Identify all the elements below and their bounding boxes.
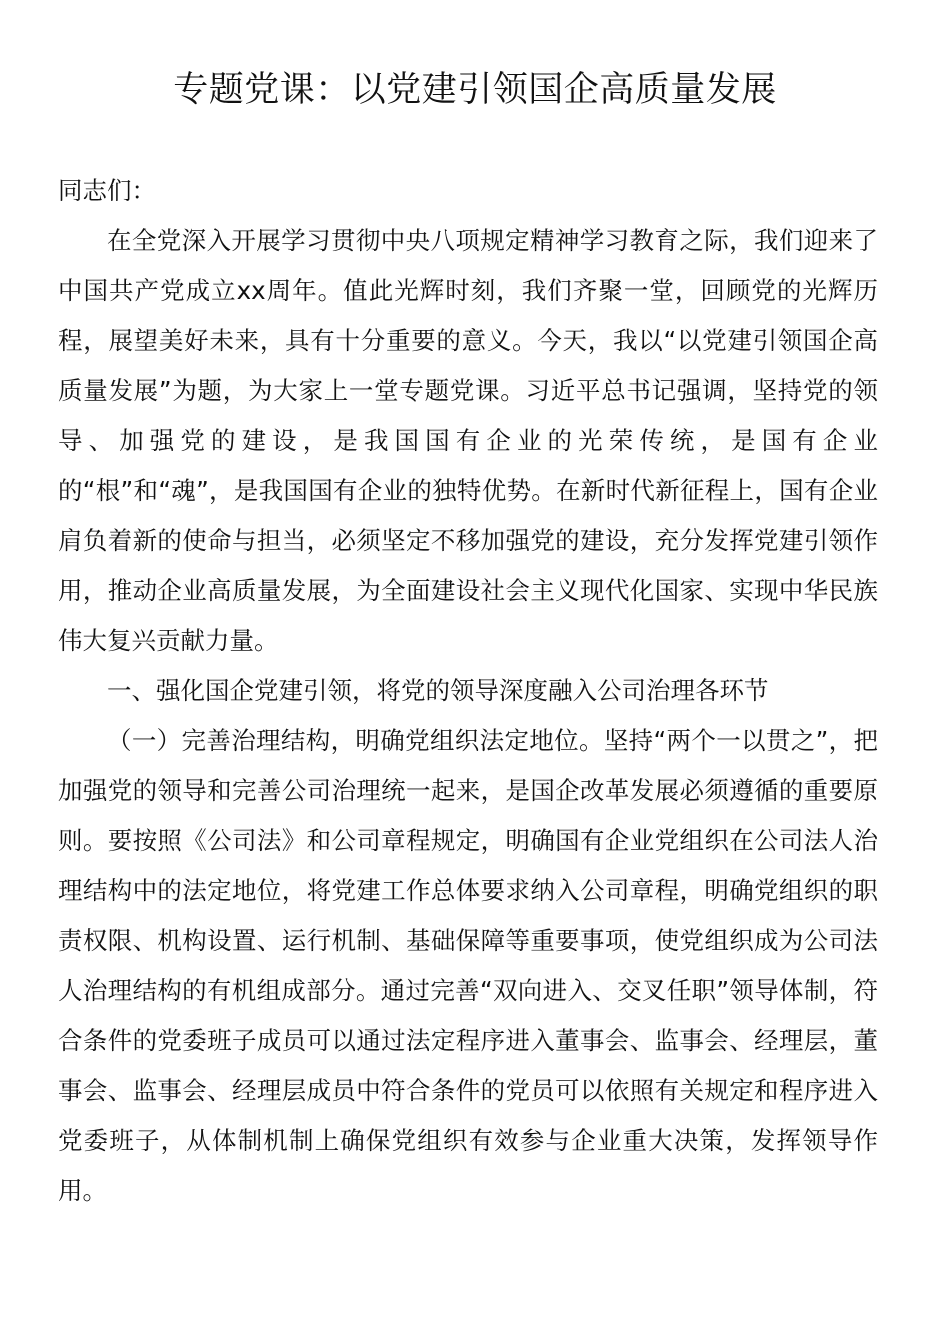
document-title: 专题党课：以党建引领国企高质量发展 — [173, 70, 777, 110]
section-heading-1: 一、强化国企党建引领，将党的领导深度融入公司治理各环节 — [107, 676, 769, 705]
paragraph-intro: 在全党深入开展学习贯彻中央八项规定精神学习教育之际，我们迎来了中国共产党成立xx周年。值此光辉时刻，我们齐聚一堂，回顾党的光辉历程，展望美好未来，具有十分重要的意义。今天，我以“以党建引领国企高质量发展”为题，为大家上一堂专题党课。习近平总书记强调，坚持党的领导、加强党的建设，是我国国有企业的光荣传统，是国有企业的“根”和“魂”，是我国国有企业的独特优势。在新时代新征程上，国有企业肩负着新的使命与担当，必须坚定不移加强党的建设，充分发挥党建引领作用，推动企业高质量发展，为全面建设社会主义现代化国家、实现中华民族伟大复兴贡献力量。 — [58, 226, 878, 655]
paragraph-subsection-1: （一）完善治理结构，明确党组织法定地位。坚持“两个一以贯之”，把加强党的领导和完善公司治理统一起来，是国企改革发展必须遵循的重要原则。要按照《公司法》和公司章程规定，明确国有企业党组织在公司法人治理结构中的法定地位，将党建工作总体要求纳入公司章程，明确党组织的职责权限、机构设置、运行机制、基础保障等重要事项，使党组织成为公司法人治理结构的有机组成部分。通过完善“双向进入、交叉任职”领导体制，符合条件的党委班子成员可以通过法定程序进入董事会、监事会、经理层，董事会、监事会、经理层成员中符合条件的党员可以依照有关规定和程序进入党委班子，从体制机制上确保党组织有效参与企业重大决策，发挥领导作用。 — [58, 726, 878, 1205]
salutation: 同志们： — [58, 176, 156, 205]
document-body — [58, 166, 878, 1216]
